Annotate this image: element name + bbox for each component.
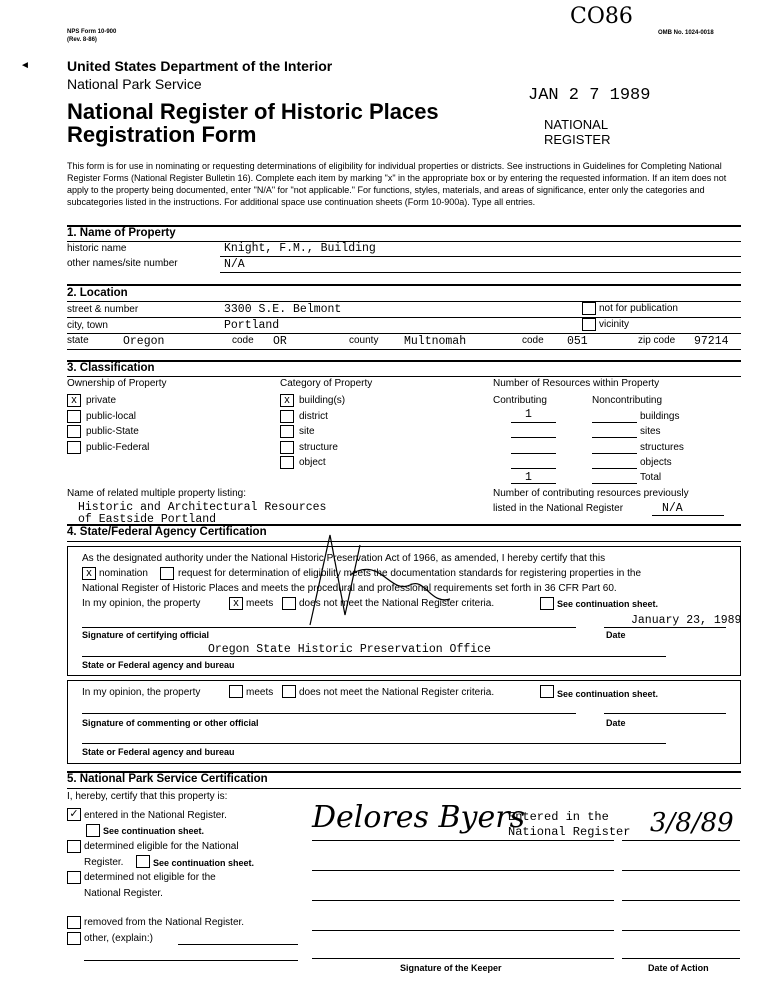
keeper-signature-label: Signature of the Keeper [400, 963, 502, 973]
eligible-continuation-checkbox[interactable] [136, 855, 150, 868]
meets-label: meets [246, 598, 274, 609]
county-label: county [349, 335, 379, 346]
certifying-signature-label: Signature of certifying official [82, 630, 210, 640]
ownership-public-federal-label: public-Federal [86, 442, 150, 453]
determination-request-checkbox[interactable] [160, 567, 174, 580]
ownership-public-federal-checkbox[interactable] [67, 441, 81, 454]
category-site-checkbox[interactable] [280, 425, 294, 438]
signature-line [312, 840, 614, 841]
ownership-private-label: private [86, 395, 117, 406]
category-building-label: building(s) [299, 395, 346, 406]
field-line [220, 256, 741, 257]
field-line [511, 453, 556, 454]
box2-agency-label: State or Federal agency and bureau [82, 747, 235, 757]
other-names-value: N/A [224, 258, 245, 271]
cert-date-value: January 23, 1989 [631, 614, 742, 627]
opinion-prefix: In my opinion, the property [82, 598, 201, 609]
resource-structures-label: structures [640, 442, 684, 453]
section-divider [67, 376, 741, 377]
previously-listed-label-line1: Number of contributing resources previously [493, 488, 689, 499]
date-line [604, 713, 726, 714]
section-divider [67, 788, 741, 789]
certifying-signature [300, 515, 470, 640]
field-line [67, 349, 741, 350]
field-line [511, 422, 556, 423]
field-line [592, 453, 637, 454]
eligible-label-line2: Register. [84, 857, 124, 868]
not-eligible-label-line1: determined not eligible for the [84, 872, 216, 883]
eligible-checkbox[interactable] [67, 840, 81, 853]
eligible-label-line1: determined eligible for the National [84, 841, 239, 852]
city-label: city, town [67, 320, 108, 331]
previously-listed-label-line2: listed in the National Register [493, 503, 624, 514]
agency-line [82, 743, 666, 744]
date-of-action-label: Date of Action [648, 963, 709, 973]
multiple-listing-line1: Historic and Architectural Resources [78, 501, 327, 514]
section4-heading: 4. State/Federal Agency Certification [67, 526, 267, 538]
omb-number: OMB No. 1024-0018 [658, 30, 714, 36]
box2-meets-label: meets [246, 687, 274, 698]
zip-value: 97214 [694, 335, 729, 348]
city-value: Portland [224, 319, 280, 332]
field-line [652, 515, 724, 516]
ownership-public-state-label: public-State [86, 426, 139, 437]
field-line [511, 437, 556, 438]
handwritten-code: CO86 [570, 4, 633, 29]
state-label: state [67, 335, 89, 346]
nomination-label: nomination [99, 568, 148, 579]
county-value: Multnomah [404, 335, 467, 348]
vicinity-label: vicinity [599, 319, 630, 330]
category-site-label: site [299, 426, 315, 437]
see-continuation-checkbox[interactable] [540, 597, 554, 610]
cert-line1: As the designated authority under the National Historic Preservation Act of 1966, as amended, I hereby certify that this [82, 553, 606, 564]
removed-checkbox[interactable] [67, 916, 81, 929]
county-code-label: code [522, 335, 544, 346]
date-line [622, 840, 740, 841]
form-title-line1: National Register of Historic Places [67, 99, 439, 124]
state-code-value: OR [273, 335, 287, 348]
signature-line [82, 627, 576, 628]
resource-buildings-label: buildings [640, 411, 680, 422]
noncontributing-label: Noncontributing [592, 395, 663, 406]
form-title-line2: Registration Form [67, 122, 257, 147]
street-value: 3300 S.E. Belmont [224, 303, 342, 316]
section-divider [67, 241, 741, 242]
category-district-label: district [299, 411, 328, 422]
entered-continuation-checkbox[interactable] [86, 824, 100, 837]
entered-continuation-label: See continuation sheet. [103, 826, 205, 836]
date-line [622, 958, 740, 959]
received-stamp-date: JAN 2 7 1989 [528, 86, 651, 105]
field-line [592, 422, 637, 423]
section-divider [67, 301, 741, 302]
field-line [67, 333, 741, 334]
not-eligible-label-line2: National Register. [84, 888, 163, 899]
not-for-publication-label: not for publication [599, 303, 678, 314]
ownership-private-checkbox[interactable]: x [67, 394, 81, 407]
agency-bureau-label: State or Federal agency and bureau [82, 660, 235, 670]
box2-opinion-prefix: In my opinion, the property [82, 687, 201, 698]
zip-label: zip code [638, 335, 676, 346]
signature-line [312, 930, 614, 931]
category-structure-label: structure [299, 442, 338, 453]
state-code-label: code [232, 335, 254, 346]
meets-checkbox[interactable]: x [229, 597, 243, 610]
signature-line [312, 958, 614, 959]
form-revision: (Rev. 8-86) [67, 37, 97, 43]
section1-heading: 1. Name of Property [67, 227, 176, 239]
section2-heading: 2. Location [67, 287, 128, 299]
other-checkbox[interactable] [67, 932, 81, 945]
received-stamp-line1: NATIONAL [544, 117, 609, 132]
total-contributing: 1 [525, 471, 532, 484]
form-number: NPS Form 10-900 [67, 29, 117, 35]
other-names-label: other names/site number [67, 258, 178, 269]
box2-meets-checkbox[interactable] [229, 685, 243, 698]
county-code-value: 051 [567, 335, 588, 348]
ownership-public-local-label: public-local [86, 411, 137, 422]
buildings-contributing: 1 [525, 408, 532, 421]
other-explain-line [84, 960, 298, 961]
historic-name-label: historic name [67, 243, 127, 254]
date-of-action-handwritten: 3/8/89 [650, 808, 734, 838]
does-not-meet-label: does not meet the National Register criteria. [299, 598, 495, 609]
ownership-public-local-checkbox[interactable] [67, 410, 81, 423]
received-stamp-line2: REGISTER [544, 132, 611, 147]
box2-see-continuation-label: See continuation sheet. [557, 689, 659, 699]
multiple-listing-line2: of Eastside Portland [78, 513, 217, 526]
box2-does-not-meet-checkbox[interactable] [282, 685, 296, 698]
category-heading: Category of Property [280, 378, 373, 389]
entered-stamp-line1: Entered in the [508, 810, 609, 824]
date-line [622, 900, 740, 901]
nomination-checkbox[interactable]: x [82, 567, 96, 580]
does-not-meet-checkbox[interactable] [282, 597, 296, 610]
commenting-official-label: Signature of commenting or other official [82, 718, 259, 728]
section-divider [67, 360, 741, 362]
keeper-signature: Delores Byers [312, 800, 525, 835]
other-label: other, (explain:) [84, 933, 153, 944]
resources-heading: Number of Resources within Property [493, 378, 660, 389]
field-line [511, 468, 556, 469]
not-for-publication-checkbox[interactable] [582, 302, 596, 315]
entered-label: entered in the National Register. [84, 810, 227, 821]
signature-line [312, 870, 614, 871]
signature-line [312, 900, 614, 901]
box2-date-label: Date [606, 718, 626, 728]
date-line [622, 930, 740, 931]
cert-date-label: Date [606, 630, 626, 640]
agency-name-value: Oregon State Historic Preservation Office [208, 643, 491, 656]
resource-sites-label: sites [640, 426, 661, 437]
removed-label: removed from the National Register. [84, 917, 245, 928]
agency-line [82, 656, 666, 657]
section-divider [67, 284, 741, 286]
historic-name-value: Knight, F.M., Building [224, 242, 376, 255]
category-structure-checkbox[interactable] [280, 441, 294, 454]
date-line [622, 870, 740, 871]
state-value: Oregon [123, 335, 165, 348]
category-object-checkbox[interactable] [280, 456, 294, 469]
box2-does-not-meet-label: does not meet the National Register criteria. [299, 687, 495, 698]
resource-total-label: Total [640, 472, 662, 483]
entered-stamp-line2: National Register [508, 825, 631, 839]
field-line [592, 468, 637, 469]
other-explain-line [178, 944, 298, 945]
multiple-listing-label: Name of related multiple property listing: [67, 488, 246, 499]
eligible-continuation-label: See continuation sheet. [153, 858, 255, 868]
ownership-public-state-checkbox[interactable] [67, 425, 81, 438]
department-name: United States Department of the Interior [67, 58, 333, 74]
signature-line [82, 713, 576, 714]
field-line [511, 483, 556, 484]
cert-line3: National Register of Historic Places and meets the procedural and professional requirements set forth in 36 CFR Part 60. [82, 583, 617, 594]
vicinity-checkbox[interactable] [582, 318, 596, 331]
agency-name: National Park Service [67, 76, 202, 92]
ownership-heading: Ownership of Property [67, 378, 167, 389]
nps-cert-intro: I, hereby, certify that this property is: [67, 791, 228, 802]
see-continuation-label: See continuation sheet. [557, 599, 659, 609]
resource-objects-label: objects [640, 457, 672, 468]
category-object-label: object [299, 457, 326, 468]
street-label: street & number [67, 304, 139, 315]
determination-request-label: request for determination of eligibility meets the documentation standards for registering properties in the [178, 568, 642, 579]
box2-see-continuation-checkbox[interactable] [540, 685, 554, 698]
contributing-label: Contributing [493, 395, 547, 406]
not-eligible-checkbox[interactable] [67, 871, 81, 884]
field-line [67, 317, 741, 318]
form-instructions: This form is for use in nominating or requesting determinations of eligibility for individual properties or districts. See instructions in Guidelines for Completing National Register Forms (National Register Bulletin 16). Complete each item by marking "x" in the appropriate box or by entering the requested information. If an item does not apply to the property being documented, enter "N/A" for "not applicable." For functions, styles, materials, and areas of significance, enter only the categories and subcategories listed in the instructions. For additional space use continuation sheets (Form 10-900a). Type all entries. [67, 161, 727, 207]
section3-heading: 3. Classification [67, 362, 155, 374]
previously-listed-value: N/A [662, 502, 683, 515]
section5-heading: 5. National Park Service Certification [67, 773, 268, 785]
category-district-checkbox[interactable] [280, 410, 294, 423]
category-building-checkbox[interactable]: x [280, 394, 294, 407]
date-line [604, 627, 726, 628]
field-line [592, 437, 637, 438]
margin-mark-icon: ◄ [20, 60, 30, 71]
field-line [220, 272, 741, 273]
field-line [592, 483, 637, 484]
entered-checkbox[interactable]: ✓ [67, 808, 81, 821]
